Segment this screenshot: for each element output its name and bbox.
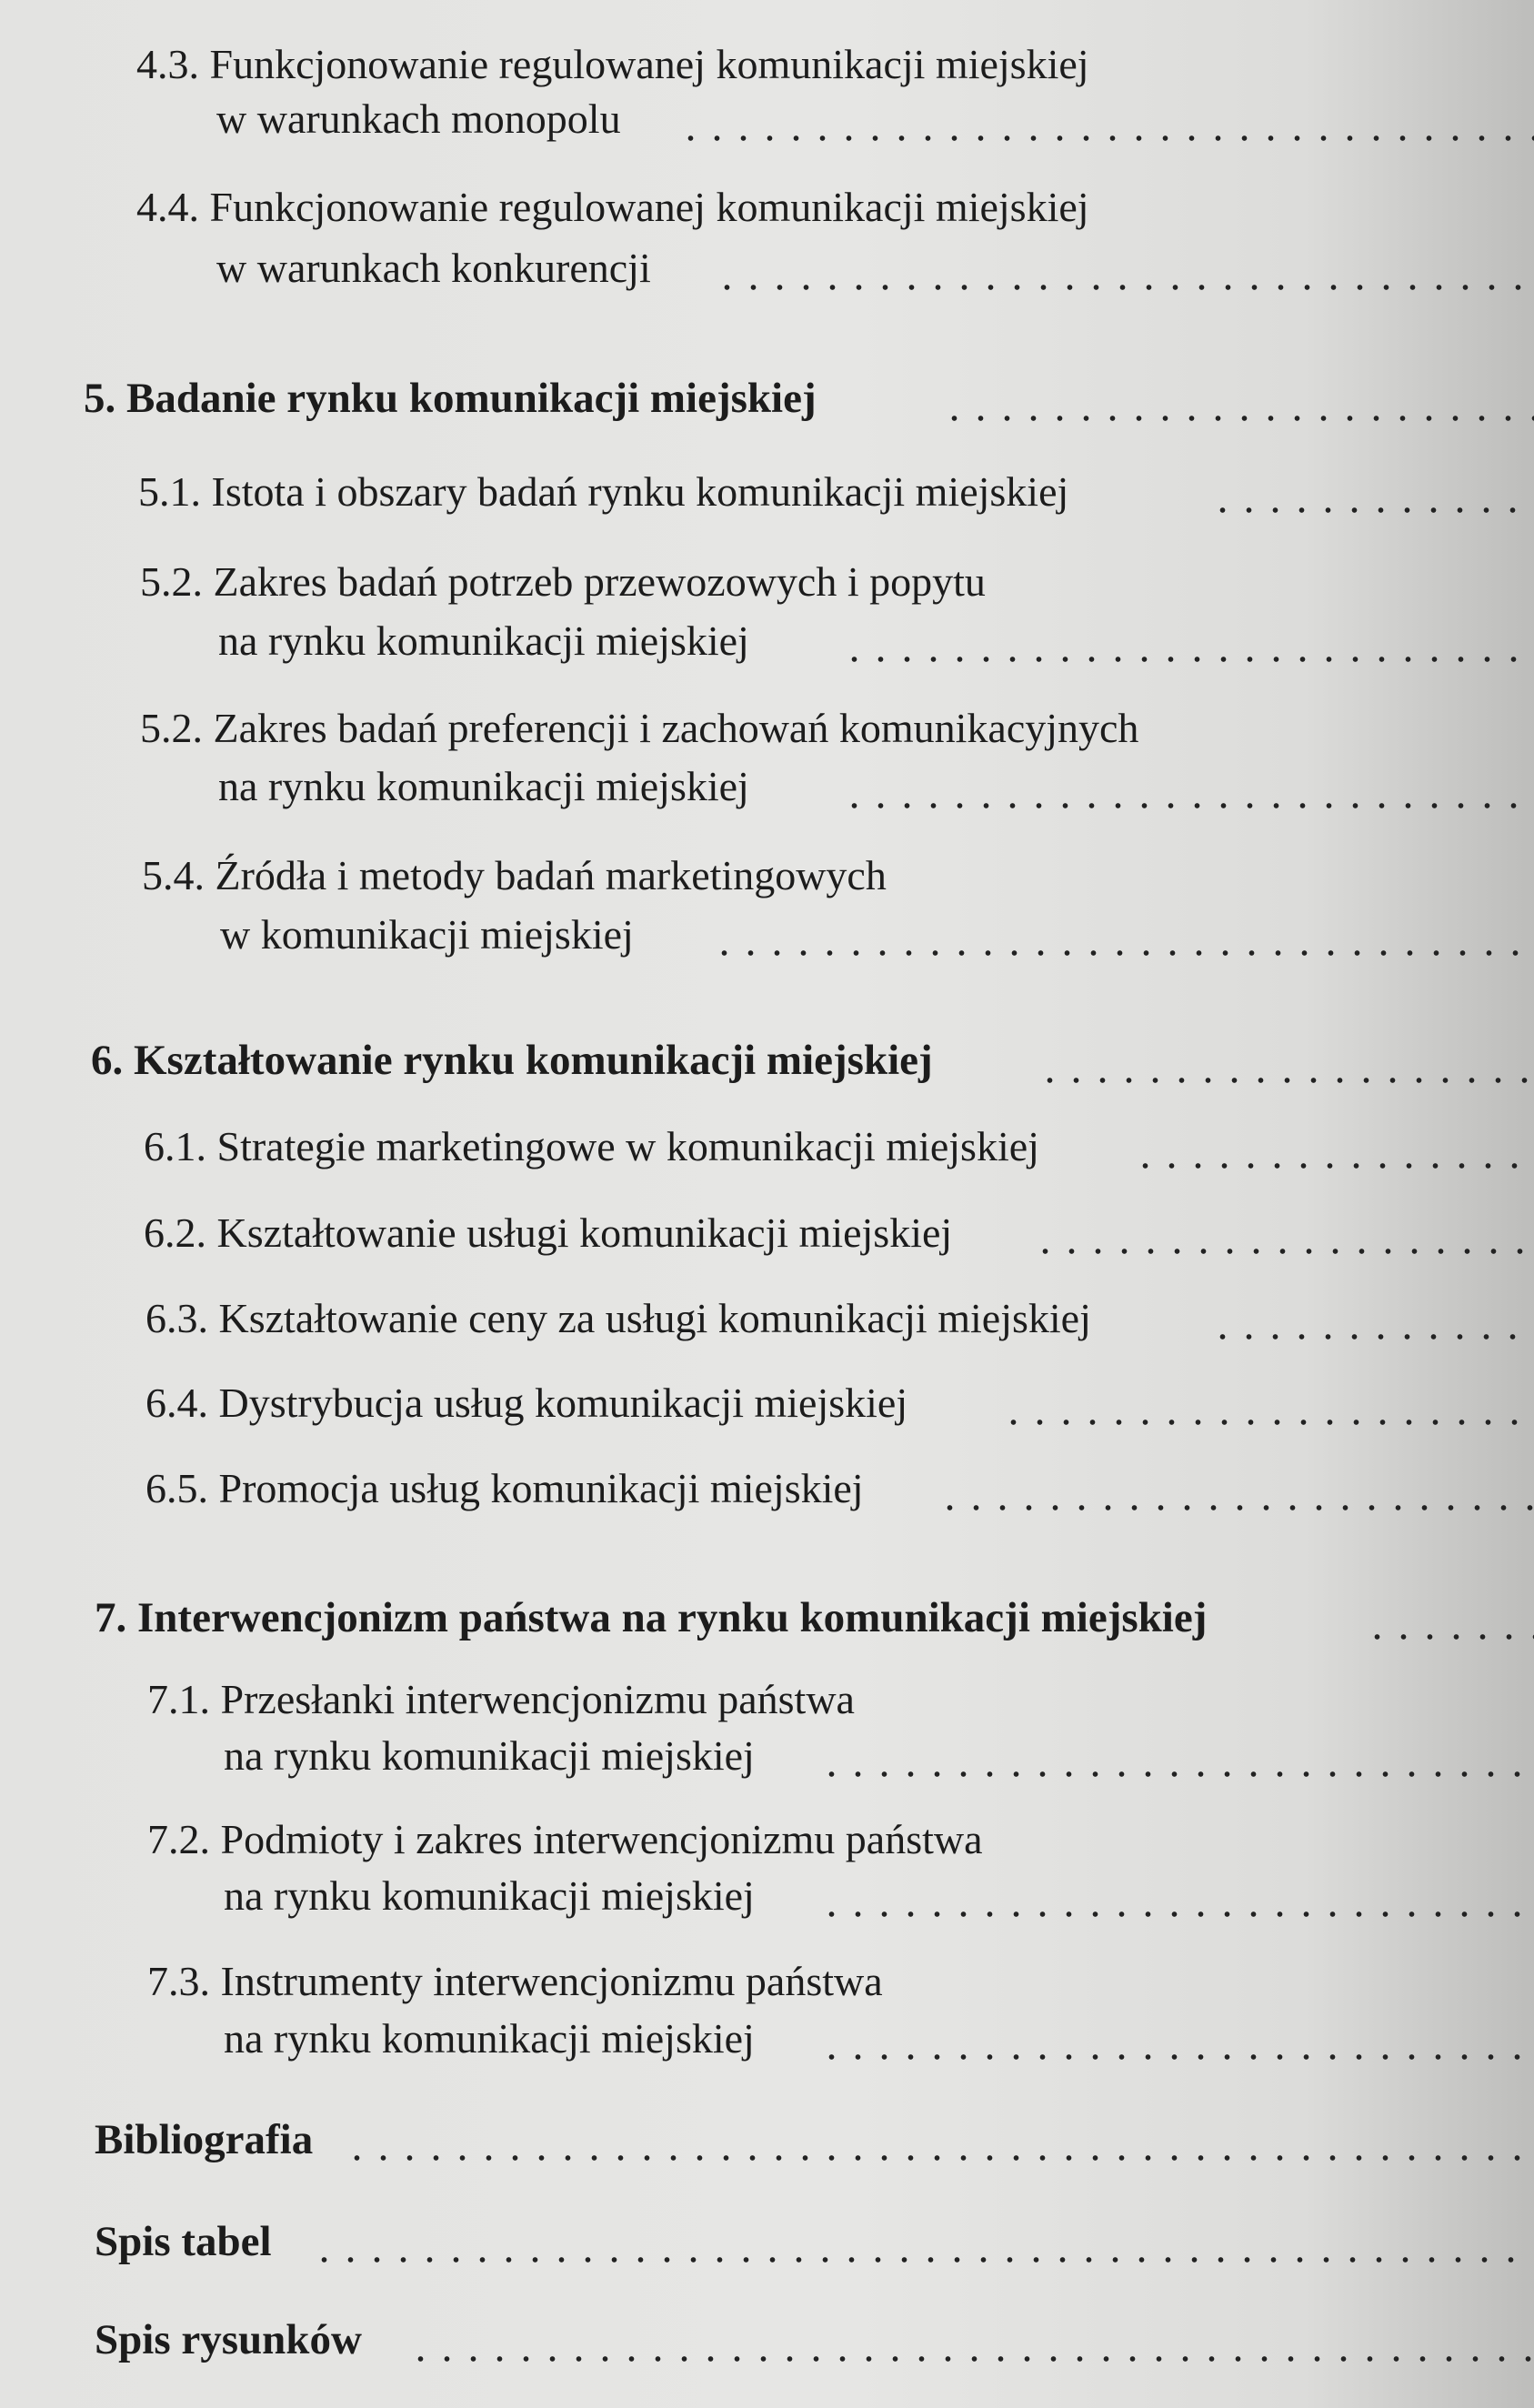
toc-entry-title: 7.1. Przesłanki interwencjonizmu państwa: [147, 1676, 855, 1722]
toc-chapter-title: 6. Kształtowanie rynku komunikacji miejskiej: [91, 1037, 933, 1084]
dot-leader: [1037, 1078, 1534, 1083]
toc-chapter-title: 5. Badanie rynku komunikacji miejskiej: [84, 375, 817, 422]
toc-chapter-title: 7. Interwencjonizm państwa na rynku komunikacji miejskiej: [95, 1594, 1208, 1641]
toc-entry-title: 4.3. Funkcjonowanie regulowanej komunikacji miejskiej: [136, 41, 1089, 87]
toc-entry-title-continued: na rynku komunikacji miejskiej: [224, 1872, 755, 1919]
toc-entry-title: 5.2. Zakres badań potrzeb przewozowych i popytu: [140, 558, 986, 605]
toc-entry-title-continued: w warunkach monopolu: [216, 95, 621, 142]
dot-leader: [1000, 1420, 1534, 1425]
dot-leader: [677, 135, 1534, 141]
toc-entry-title: 5.1. Istota i obszary badań rynku komunikacji miejskiej: [138, 468, 1069, 515]
toc-entry-title: 6.1. Strategie marketingowe w komunikacji miejskiej: [144, 1123, 1039, 1169]
dot-leader: [818, 2054, 1534, 2060]
toc-entry-title: 6.4. Dystrybucja usług komunikacji miejskiej: [145, 1380, 908, 1426]
dot-leader: [941, 416, 1534, 421]
dot-leader: [1209, 507, 1534, 513]
dot-leader: [937, 1505, 1534, 1510]
dot-leader: [841, 657, 1534, 662]
dot-leader: [818, 1771, 1534, 1777]
toc-entry-title-continued: na rynku komunikacji miejskiej: [224, 1732, 755, 1779]
toc-entry-title: 5.4. Źródła i metody badań marketingowych: [142, 852, 887, 898]
dot-leader: [1032, 1249, 1534, 1254]
dot-leader: [344, 2155, 1534, 2161]
dot-leader: [714, 285, 1534, 290]
toc-entry-title-continued: na rynku komunikacji miejskiej: [224, 2015, 755, 2062]
toc-chapter-title: Spis rysunków: [95, 2316, 362, 2363]
toc-chapter-title: Spis tabel: [95, 2218, 272, 2265]
toc-entry-title: 6.2. Kształtowanie usługi komunikacji miejskiej: [144, 1209, 953, 1256]
toc-entry-title-continued: w komunikacji miejskiej: [220, 911, 634, 958]
dot-leader: [311, 2257, 1534, 2263]
dot-leader: [1132, 1163, 1534, 1169]
dot-leader: [1364, 1634, 1534, 1640]
toc-entry-title: 7.2. Podmioty i zakres interwencjonizmu państwa: [147, 1816, 983, 1862]
dot-leader: [841, 803, 1534, 808]
toc-entry-title: 4.4. Funkcjonowanie regulowanej komunikacji miejskiej: [136, 184, 1089, 230]
toc-entry-title: 6.3. Kształtowanie ceny za usługi komunikacji miejskiej: [145, 1295, 1091, 1341]
dot-leader: [711, 950, 1534, 956]
toc-entry-title: 7.3. Instrumenty interwencjonizmu państwa: [147, 1958, 883, 2004]
dot-leader: [407, 2356, 1534, 2362]
toc-entry-title-continued: w warunkach konkurencji: [216, 245, 651, 291]
toc-entry-title: 5.2. Zakres badań preferencji i zachowań komunikacyjnych: [140, 705, 1139, 751]
dot-leader: [1209, 1334, 1534, 1339]
toc-chapter-title: Bibliografia: [95, 2116, 314, 2163]
dot-leader: [818, 1911, 1534, 1917]
toc-entry-title-continued: na rynku komunikacji miejskiej: [218, 617, 749, 664]
toc-entry-title-continued: na rynku komunikacji miejskiej: [218, 763, 749, 809]
toc-entry-title: 6.5. Promocja usług komunikacji miejskiej: [145, 1465, 864, 1511]
